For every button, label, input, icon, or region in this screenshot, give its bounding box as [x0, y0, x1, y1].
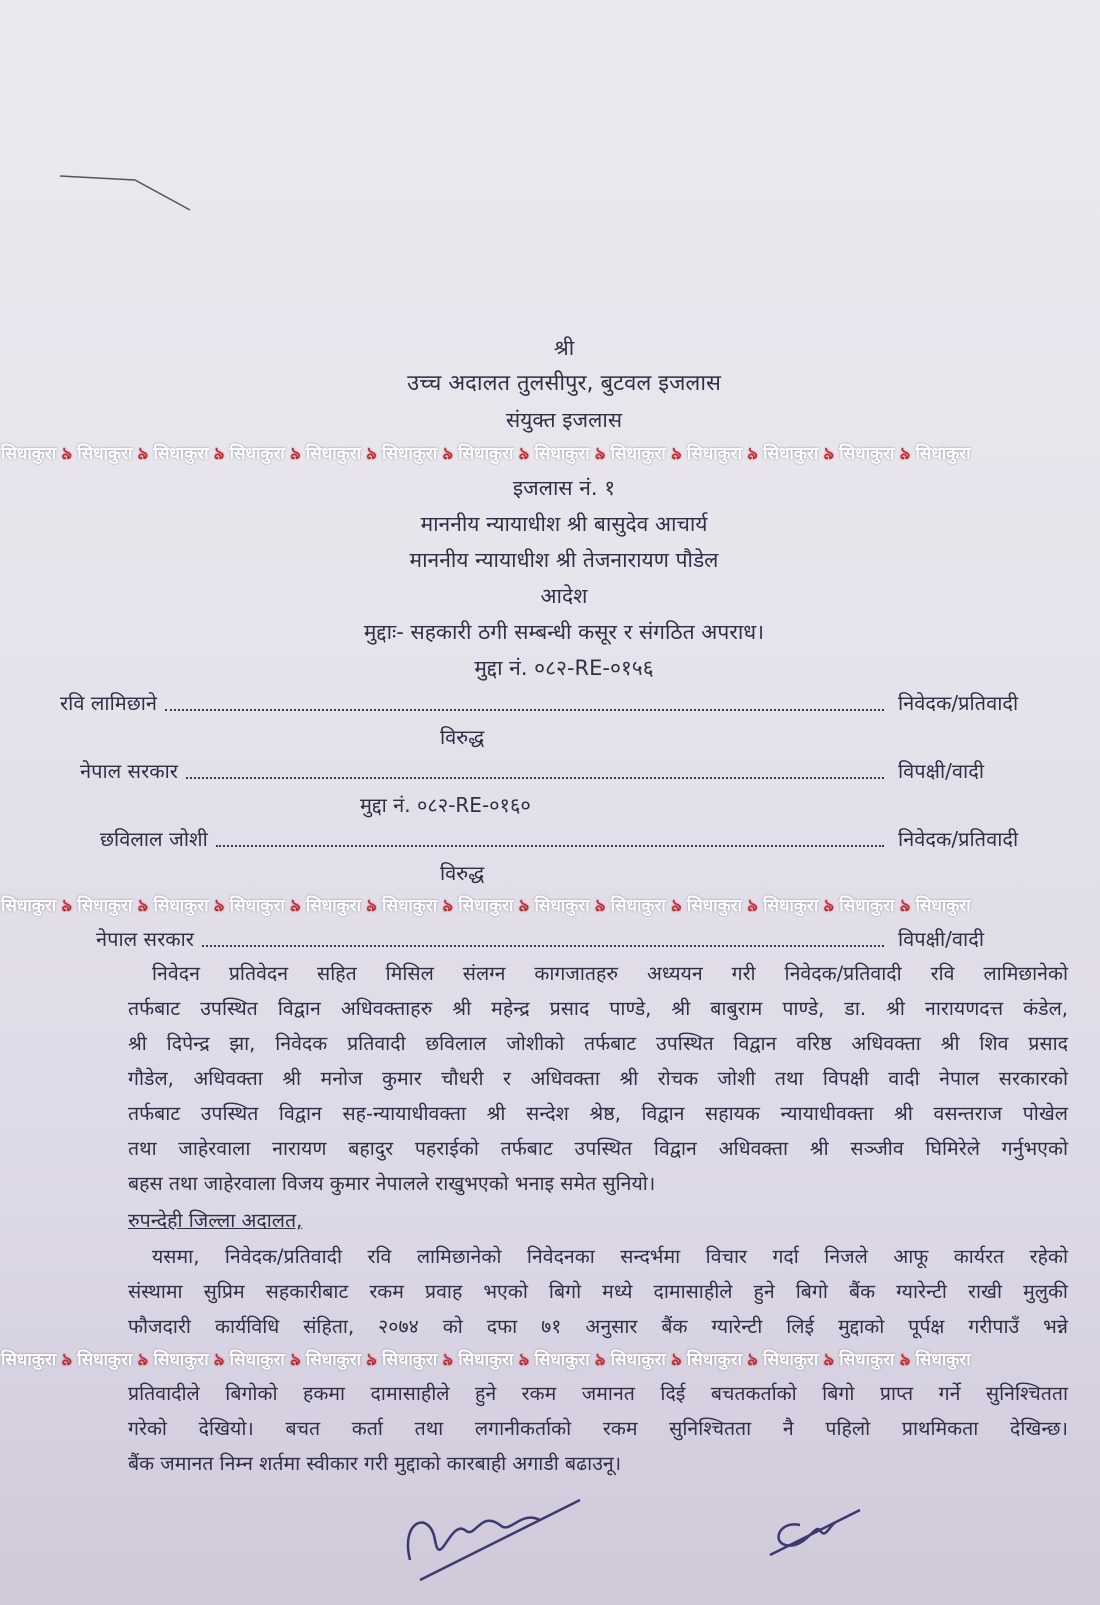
watermark-text: सिधाकुरा	[763, 1350, 819, 1370]
watermark-logo-icon: ৯	[747, 444, 759, 464]
watermark-band	[0, 1346, 1100, 1374]
dotted-line	[202, 945, 884, 947]
watermark-text: सिधाकुरा	[839, 1350, 895, 1370]
watermark-text: सिधाकुरा	[229, 896, 285, 916]
watermark-text: सिधाकुरा	[610, 896, 666, 916]
watermark-text: सिधाकुरा	[458, 1350, 514, 1370]
party-3-name: छविलाल जोशी	[100, 827, 208, 851]
bench-number: इजलास नं. १	[512, 476, 616, 500]
party-row-2	[60, 754, 1068, 788]
watermark-logo-icon: ৯	[442, 896, 454, 916]
para2-line: बैंक जमानत निम्न शर्तमा स्वीकार गरी मुद्दाको कारबाही अगाडी बढाउनू।	[128, 1452, 622, 1475]
watermark-band	[0, 892, 1100, 920]
watermark-logo-icon: ৯	[823, 896, 835, 916]
signature-judge-2	[760, 1485, 870, 1565]
watermark-logo-icon: ৯	[594, 896, 606, 916]
watermark-logo-icon: ৯	[137, 1350, 149, 1370]
watermark-logo-icon: ৯	[61, 444, 73, 464]
watermark-logo-icon: ৯	[366, 896, 378, 916]
watermark-text: सिधाकुरा	[1, 896, 57, 916]
party-2-role: विपक्षी/वादी	[898, 759, 985, 783]
watermark-text: सिधाकुरा	[382, 896, 438, 916]
case-subject: मुद्दाः- सहकारी ठगी सम्बन्धी कसूर र संगठित अपराध।	[363, 620, 765, 644]
para2-line: यसमा, निवेदक/प्रतिवादी रवि लामिछानेको निवेदनका सन्दर्भमा विचार गर्दा निजले आफू कार्यरत रहेको	[152, 1245, 1068, 1268]
watermark-text: सिधाकुरा	[610, 444, 666, 464]
watermark-text: सिधाकुरा	[153, 896, 209, 916]
watermark-text: सिधाकुरा	[229, 444, 285, 464]
para2-line: प्रतिवादीले बिगोको हकमा दामासाहीले हुने रकम जमानत दिई बचतकर्ताको बिगो प्राप्त गर्ने सुनिश्चितता	[128, 1382, 1068, 1405]
para2-line: फौजदारी कार्यविधि संहिता, २०७४ को दफा ७१ अनुसार बैंक ग्यारेन्टी लिई मुद्दाको पूर्पक्ष गरीपाउँ भन्ने	[128, 1315, 1068, 1338]
watermark-text: सिधाकुरा	[686, 896, 743, 916]
bench-type: संयुक्त इजलास	[505, 408, 623, 432]
para1-line: गौडेल, अधिवक्ता श्री मनोज कुमार चौधरी र अधिवक्ता श्री रोचक जोशी तथा विपक्षी वादी नेपाल सरकारको	[128, 1067, 1068, 1090]
party-row-1	[60, 686, 1068, 720]
versus-2: विरुद्ध	[440, 861, 485, 885]
watermark-logo-icon: ৯	[899, 444, 911, 464]
section-heading: रुपन्देही जिल्ला अदालत,	[128, 1209, 303, 1232]
watermark-text: सिधाकुरा	[763, 444, 819, 464]
para1-line: श्री दिपेन्द्र झा, निवेदक प्रतिवादी छविलाल जोशीको तर्फबाट उपस्थित विद्वान वरिष्ठ अधिवक्ता श्री शिव प्रसाद	[128, 1032, 1068, 1055]
watermark-text: सिधाकुरा	[305, 896, 362, 916]
judge-2: माननीय न्यायाधीश श्री तेजनारायण पौडेल	[409, 548, 719, 572]
watermark-logo-icon: ৯	[518, 1350, 530, 1370]
watermark-text: सिधाकुरा	[1, 1350, 57, 1370]
watermark-logo-icon: ৯	[137, 444, 149, 464]
party-2-name: नेपाल सरकार	[80, 759, 178, 783]
watermark-logo-icon: ৯	[518, 444, 530, 464]
party-3-role: निवेदक/प्रतिवादी	[898, 827, 1019, 851]
watermark-text: सिधाकुरा	[534, 1350, 590, 1370]
case-number-2: मुद्दा नं. ०८२-RE-०१६०	[360, 793, 531, 817]
dotted-line	[216, 845, 884, 847]
watermark-logo-icon: ৯	[289, 1350, 301, 1370]
watermark-text: सिधाकुरा	[686, 1350, 743, 1370]
watermark-text: सिधाकुरा	[534, 896, 590, 916]
para1-line: तथा जाहेरवाला नारायण बहादुर पहराईको तर्फबाट उपस्थित विद्वान अधिवक्ता श्री सञ्जीव घिमिरेले गर्नुभएको	[128, 1137, 1068, 1160]
watermark-text: सिधाकुरा	[534, 444, 590, 464]
signatures	[60, 1485, 1068, 1585]
order-title: आदेश	[540, 584, 588, 608]
watermark-logo-icon: ৯	[518, 896, 530, 916]
judge-1: माननीय न्यायाधीश श्री बासुदेव आचार्य	[420, 512, 708, 536]
watermark-text: सिधाकुरा	[229, 1350, 285, 1370]
watermark-text: सिधाकुरा	[763, 896, 819, 916]
court-name: उच्च अदालत तुलसीपुर, बुटवल इजलास	[407, 371, 721, 396]
watermark-text: सिधाकुरा	[610, 1350, 666, 1370]
watermark-logo-icon: ৯	[366, 1350, 378, 1370]
watermark-logo-icon: ৯	[442, 1350, 454, 1370]
para2-line: गरेको देखियो। बचत कर्ता तथा लगानीकर्ताको रकम सुनिश्चितता नै पहिलो प्राथमिकता देखिन्छ।	[128, 1417, 1068, 1440]
watermark-logo-icon: ৯	[442, 444, 454, 464]
watermark-logo-icon: ৯	[823, 444, 835, 464]
watermark-logo-icon: ৯	[61, 896, 73, 916]
watermark-logo-icon: ৯	[289, 444, 301, 464]
watermark-band	[0, 440, 1100, 468]
watermark-text: सिधाकुरा	[915, 1350, 971, 1370]
watermark-text: सिधाकुरा	[305, 1350, 362, 1370]
versus-1: विरुद्ध	[440, 725, 485, 749]
watermark-logo-icon: ৯	[61, 1350, 73, 1370]
signature-judge-1	[390, 1485, 590, 1585]
watermark-text: सिधाकुरा	[1, 444, 57, 464]
para1-line: निवेदन प्रतिवेदन सहित मिसिल संलग्न कागजातहरु अध्ययन गरी निवेदक/प्रतिवादी रवि लामिछानेको	[152, 962, 1068, 985]
watermark-text: सिधाकुरा	[458, 896, 514, 916]
watermark-text: सिधाकुरा	[915, 444, 971, 464]
party-row-4	[60, 922, 1068, 956]
watermark-logo-icon: ৯	[670, 1350, 682, 1370]
watermark-logo-icon: ৯	[747, 896, 759, 916]
dotted-line	[165, 709, 884, 711]
watermark-text: सिधाकुरा	[382, 444, 438, 464]
watermark-text: सिधाकुरा	[839, 896, 895, 916]
watermark-text: सिधाकुरा	[458, 444, 514, 464]
watermark-logo-icon: ৯	[213, 444, 225, 464]
watermark-text: सिधाकुरा	[839, 444, 895, 464]
para1-line: बहस तथा जाहेरवाला विजय कुमार नेपालले राखुभएको भनाइ समेत सुनियो।	[128, 1172, 656, 1195]
party-row-3	[60, 822, 1068, 856]
watermark-text: सिधाकुरा	[153, 1350, 209, 1370]
watermark-logo-icon: ৯	[747, 1350, 759, 1370]
header-shri: श्री	[553, 336, 575, 360]
party-1-role: निवेदक/प्रतिवादी	[898, 691, 1019, 715]
watermark-text: सिधाकुरा	[153, 444, 209, 464]
party-4-role: विपक्षी/वादी	[898, 927, 985, 951]
watermark-text: सिधाकुरा	[686, 444, 743, 464]
watermark-logo-icon: ৯	[594, 1350, 606, 1370]
watermark-logo-icon: ৯	[899, 896, 911, 916]
para1-line: तर्फबाट उपस्थित विद्वान सह-न्यायाधीवक्ता श्री सन्देश श्रेष्ठ, विद्वान सहायक न्यायाधीवक्ता श्री वसन्तराज पोखेल	[128, 1102, 1068, 1125]
party-4-name: नेपाल सरकार	[96, 927, 194, 951]
watermark-logo-icon: ৯	[899, 1350, 911, 1370]
case-number-1: मुद्दा नं. ०८२-RE-०१५६	[474, 656, 654, 680]
watermark-logo-icon: ৯	[213, 896, 225, 916]
watermark-text: सिधाकुरा	[305, 444, 362, 464]
watermark-text: सिधाकुरा	[77, 896, 133, 916]
dotted-line	[186, 777, 884, 779]
watermark-logo-icon: ৯	[670, 444, 682, 464]
para1-line: तर्फबाट उपस्थित विद्वान अधिवक्ताहरु श्री महेन्द्र प्रसाद पाण्डे, श्री बाबुराम पाण्डे, डा. श्री नारायणदत्त कंडेल,	[128, 997, 1068, 1020]
watermark-logo-icon: ৯	[594, 444, 606, 464]
watermark-logo-icon: ৯	[289, 896, 301, 916]
party-1-name: रवि लामिछाने	[60, 691, 158, 715]
watermark-text: सिधाकुरा	[77, 444, 133, 464]
watermark-text: सिधाकुरा	[915, 896, 971, 916]
watermark-logo-icon: ৯	[137, 896, 149, 916]
watermark-logo-icon: ৯	[366, 444, 378, 464]
para2-line: संस्थामा सुप्रिम सहकारीबाट रकम प्रवाह भएको बिगो मध्ये दामासाहीले हुने बिगो बैंक ग्यारेन्टी राखी मुलुकी	[128, 1280, 1068, 1303]
watermark-logo-icon: ৯	[823, 1350, 835, 1370]
watermark-text: सिधाकुरा	[77, 1350, 133, 1370]
watermark-text: सिधाकुरा	[382, 1350, 438, 1370]
watermark-logo-icon: ৯	[213, 1350, 225, 1370]
watermark-logo-icon: ৯	[670, 896, 682, 916]
